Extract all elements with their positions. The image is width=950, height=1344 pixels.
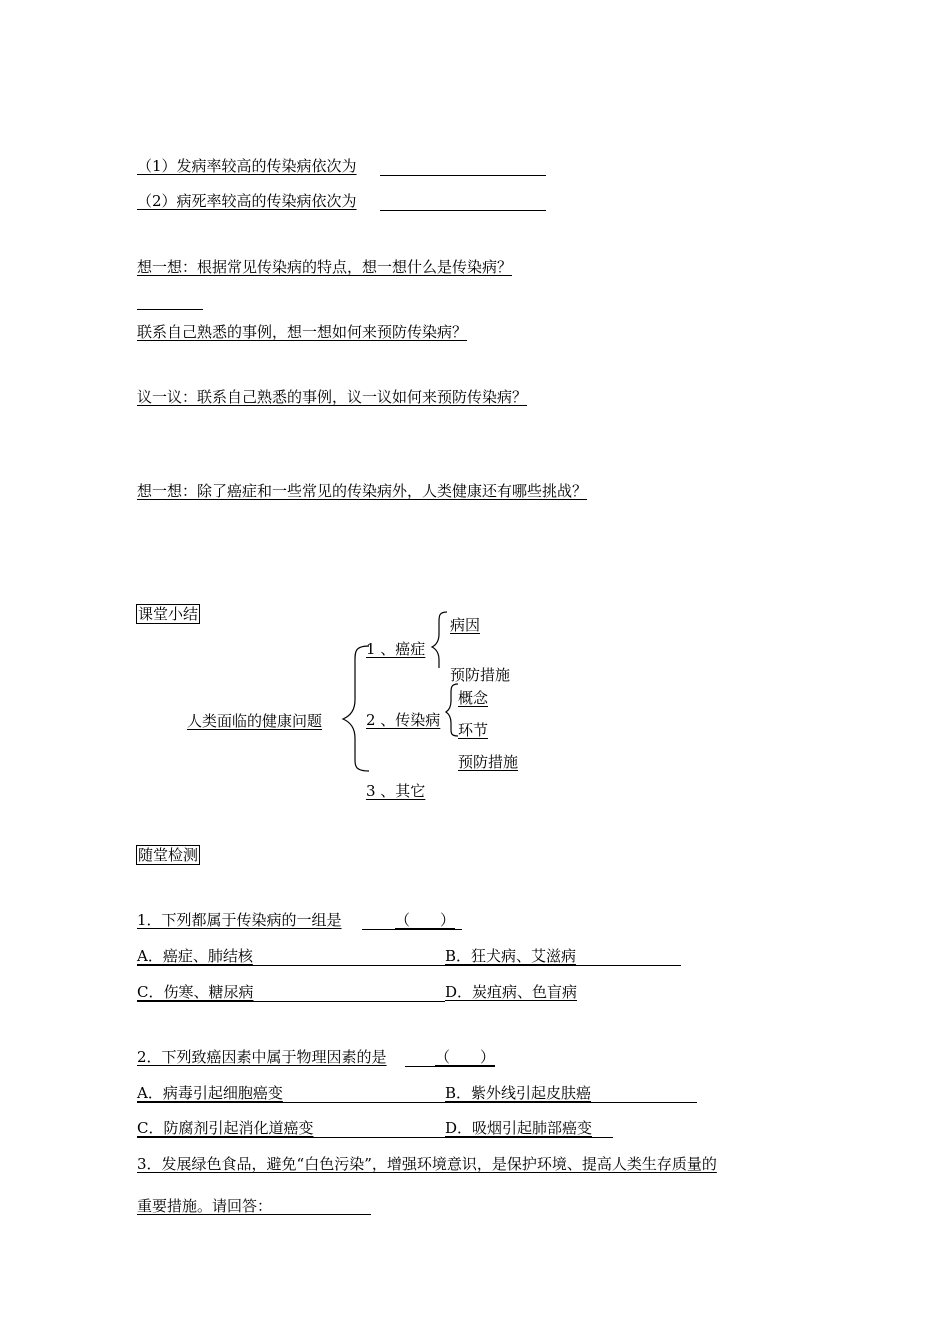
quiz1-stem: 1．下列都属于传染病的一组是 — [137, 911, 342, 929]
quiz1-answer-paren[interactable]: （ ） — [395, 911, 456, 929]
main-brace — [343, 646, 369, 771]
prevention-node: 预防措施 — [458, 753, 519, 771]
quiz1-option-b[interactable]: B．狂犬病、艾滋病 — [445, 947, 577, 965]
think-definition-question: 想一想：根据常见传染病的特点，想一想什么是传染病？ — [137, 258, 513, 276]
incidence-question: （1）发病率较高的传染病依次为 — [137, 157, 357, 175]
cancer-node: 1 、癌症 — [366, 640, 426, 658]
cancer-prevention-node-clipped: 预防措施 — [450, 666, 511, 684]
quiz2-row2b-line — [445, 1137, 613, 1138]
quiz2-answer-paren[interactable]: （ ） — [435, 1048, 496, 1066]
discuss-prevention-question: 议一议：联系自己熟悉的事例，议一议如何来预防传染病？ — [137, 388, 528, 406]
quiz2-option-c[interactable]: C．防腐剂引起消化道癌变 — [137, 1119, 314, 1137]
quiz2-row1-line — [137, 1102, 445, 1103]
quiz1-row1-line — [137, 965, 445, 966]
concept-node: 概念 — [458, 689, 489, 707]
cancer-cause-node: 病因 — [450, 616, 481, 634]
prevention-question: 联系自己熟悉的事例，想一想如何来预防传染病？ — [137, 323, 468, 341]
quiz3-stem-line2: 重要措施。请回答： — [137, 1197, 273, 1215]
summary-root-node: 人类面临的健康问题 — [187, 712, 323, 730]
quiz2-option-b[interactable]: B．紫外线引起皮肤癌 — [445, 1084, 592, 1102]
quiz2-row2-line — [137, 1137, 445, 1138]
quiz2-option-d[interactable]: D．吸烟引起肺部癌变 — [445, 1119, 593, 1137]
cancer-brace — [432, 612, 447, 668]
quiz1-row1b-line — [445, 965, 681, 966]
quiz1-option-a[interactable]: A．癌症、肺结核 — [137, 947, 253, 965]
quiz1-option-d[interactable]: D．炭疽病、色盲病 — [445, 983, 578, 1001]
quiz3-stem-line1: 3．发展绿色食品，避免“白色污染”，增强环境意识，是保护环境、提高人类生存质量的 — [137, 1155, 717, 1173]
mortality-question: （2）病死率较高的传染病依次为 — [137, 192, 357, 210]
quiz2-row1b-line — [445, 1102, 697, 1103]
infectious-node: 2 、传染病 — [366, 711, 441, 729]
quiz2-stem-line — [405, 1066, 495, 1067]
other-node: 3 、其它 — [366, 782, 426, 800]
quiz3-answer-line[interactable] — [137, 1214, 371, 1215]
link-node: 环节 — [458, 721, 489, 739]
infectious-brace — [446, 684, 458, 736]
quiz2-stem: 2．下列致癌因素中属于物理因素的是 — [137, 1048, 387, 1066]
quiz2-option-a[interactable]: A．病毒引起细胞癌变 — [137, 1084, 283, 1102]
quiz-heading: 随堂检测 — [138, 846, 199, 864]
quiz1-row2-line — [137, 1001, 445, 1002]
think-other-challenges-question: 想一想：除了癌症和一些常见的传染病外，人类健康还有哪些挑战？ — [137, 482, 588, 500]
quiz1-option-c[interactable]: C．伤寒、糖尿病 — [137, 983, 254, 1001]
summary-heading: 课堂小结 — [138, 605, 199, 623]
quiz1-stem-line — [362, 929, 462, 930]
